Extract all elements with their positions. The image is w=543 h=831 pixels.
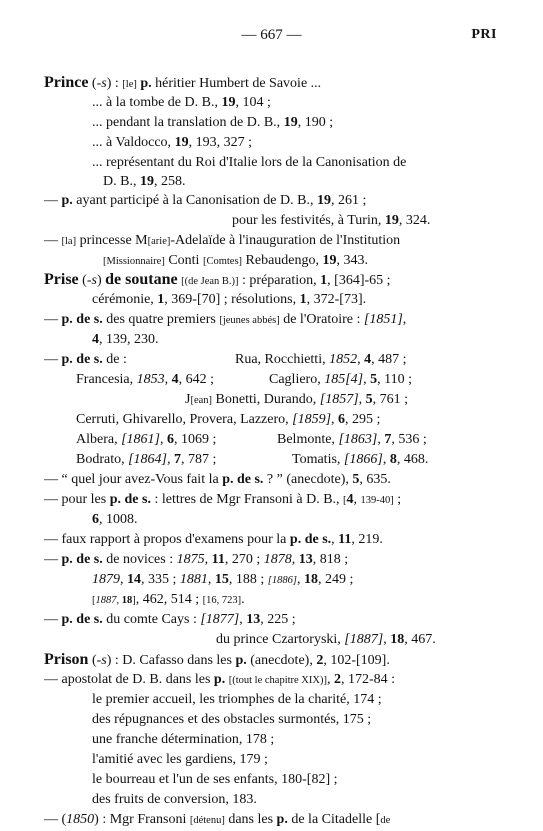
index-line: D. B., 19, 258. [103, 174, 186, 189]
index-line: Francesia, 1853, 4, 642 ; [76, 372, 215, 387]
index-line: — (1850) : Mgr Fransoni [détenu] dans les p. de la Citadelle [de [44, 812, 391, 827]
page-number: — 667 — [241, 27, 302, 43]
index-line: ... à la tombe de D. B., 19, 104 ; [92, 95, 271, 110]
index-line: — p. de s. de : [44, 352, 127, 367]
index-line: — p. ayant participé à la Canonisation de D. B., 19, 261 ; [44, 193, 367, 208]
index-line: ... pendant la translation de D. B., 19, 190 ; [92, 115, 334, 130]
index-line: des répugnances et des obstacles surmontés, 175 ; [92, 712, 372, 727]
index-line: 6, 1008. [92, 512, 138, 527]
index-line: le bourreau et l'un de ses enfants, 180-[82] ; [92, 772, 338, 787]
index-line: J[ean] Bonetti, Durando, [1857], 5, 761 ; [185, 392, 409, 407]
index-line: Tomatis, [1866], 8, 468. [292, 452, 429, 467]
index-line: Cagliero, 185[4], 5, 110 ; [269, 372, 412, 387]
index-line: Cerruti, Ghivarello, Provera, Lazzero, [1859], 6, 295 ; [76, 412, 381, 427]
index-line: ... représentant du Roi d'Italie lors de la Canonisation de [92, 155, 407, 170]
index-line: [1887, 18], 462, 514 ; [16, 723]. [92, 592, 245, 607]
index-line: — p. de s. de novices : 1875, 11, 270 ; 1878, 13, 818 ; [44, 552, 349, 567]
running-head: PRI [471, 27, 497, 42]
index-line: — p. de s. du comte Cays : [1877], 13, 225 ; [44, 612, 296, 627]
index-line: des fruits de conversion, 183. [92, 792, 257, 807]
index-line: [Missionnaire] Conti [Comtes] Rebaudengo, 19, 343. [103, 253, 369, 268]
index-line: — apostolat de D. B. dans les p. [(tout le chapitre XIX)], 2, 172-84 : [44, 672, 396, 687]
index-line: du prince Czartoryski, [1887], 18, 467. [216, 632, 436, 647]
index-line: — p. de s. des quatre premiers [jeunes abbés] de l'Oratoire : [1851], [44, 312, 407, 327]
page-header [0, 27, 543, 47]
index-line: 4, 139, 230. [92, 332, 159, 347]
index-line: — faux rapport à propos d'examens pour la p. de s., 11, 219. [44, 532, 383, 547]
index-line: Albera, [1861], 6, 1069 ; [76, 432, 217, 447]
index-line: Rua, Rocchietti, 1852, 4, 487 ; [235, 352, 407, 367]
index-line: — pour les p. de s. : lettres de Mgr Fransoni à D. B., [4, 139-40] ; [44, 492, 402, 507]
index-line: pour les festivités, à Turin, 19, 324. [232, 213, 431, 228]
index-line: cérémonie, 1, 369-[70] ; résolutions, 1, 372-[73]. [92, 292, 367, 307]
index-line: Prince (-s) : [le] p. héritier Humbert de Savoie ... [44, 74, 322, 91]
index-line: ... à Valdocco, 19, 193, 327 ; [92, 135, 252, 150]
index-line: — [la] princesse M[arie]-Adelaïde à l'inauguration de l'Institution [44, 233, 401, 248]
index-line: l'amitié avec les gardiens, 179 ; [92, 752, 268, 767]
index-line: 1879, 14, 335 ; 1881, 15, 188 ; [1886], 18, 249 ; [92, 572, 354, 587]
index-line: Prise (-s) de soutane [(de Jean B.)] : préparation, 1, [364]-65 ; [44, 271, 391, 288]
index-line: Bodrato, [1864], 7, 787 ; [76, 452, 217, 467]
index-line: — “ quel jour avez-Vous fait la p. de s. ? ” (anecdote), 5, 635. [44, 472, 391, 487]
index-line: Belmonte, [1863], 7, 536 ; [277, 432, 427, 447]
index-line: le premier accueil, les triomphes de la charité, 174 ; [92, 692, 382, 707]
index-line: Prison (-s) : D. Cafasso dans les p. (anecdote), 2, 102-[109]. [44, 651, 390, 668]
index-line: une franche détermination, 178 ; [92, 732, 275, 747]
